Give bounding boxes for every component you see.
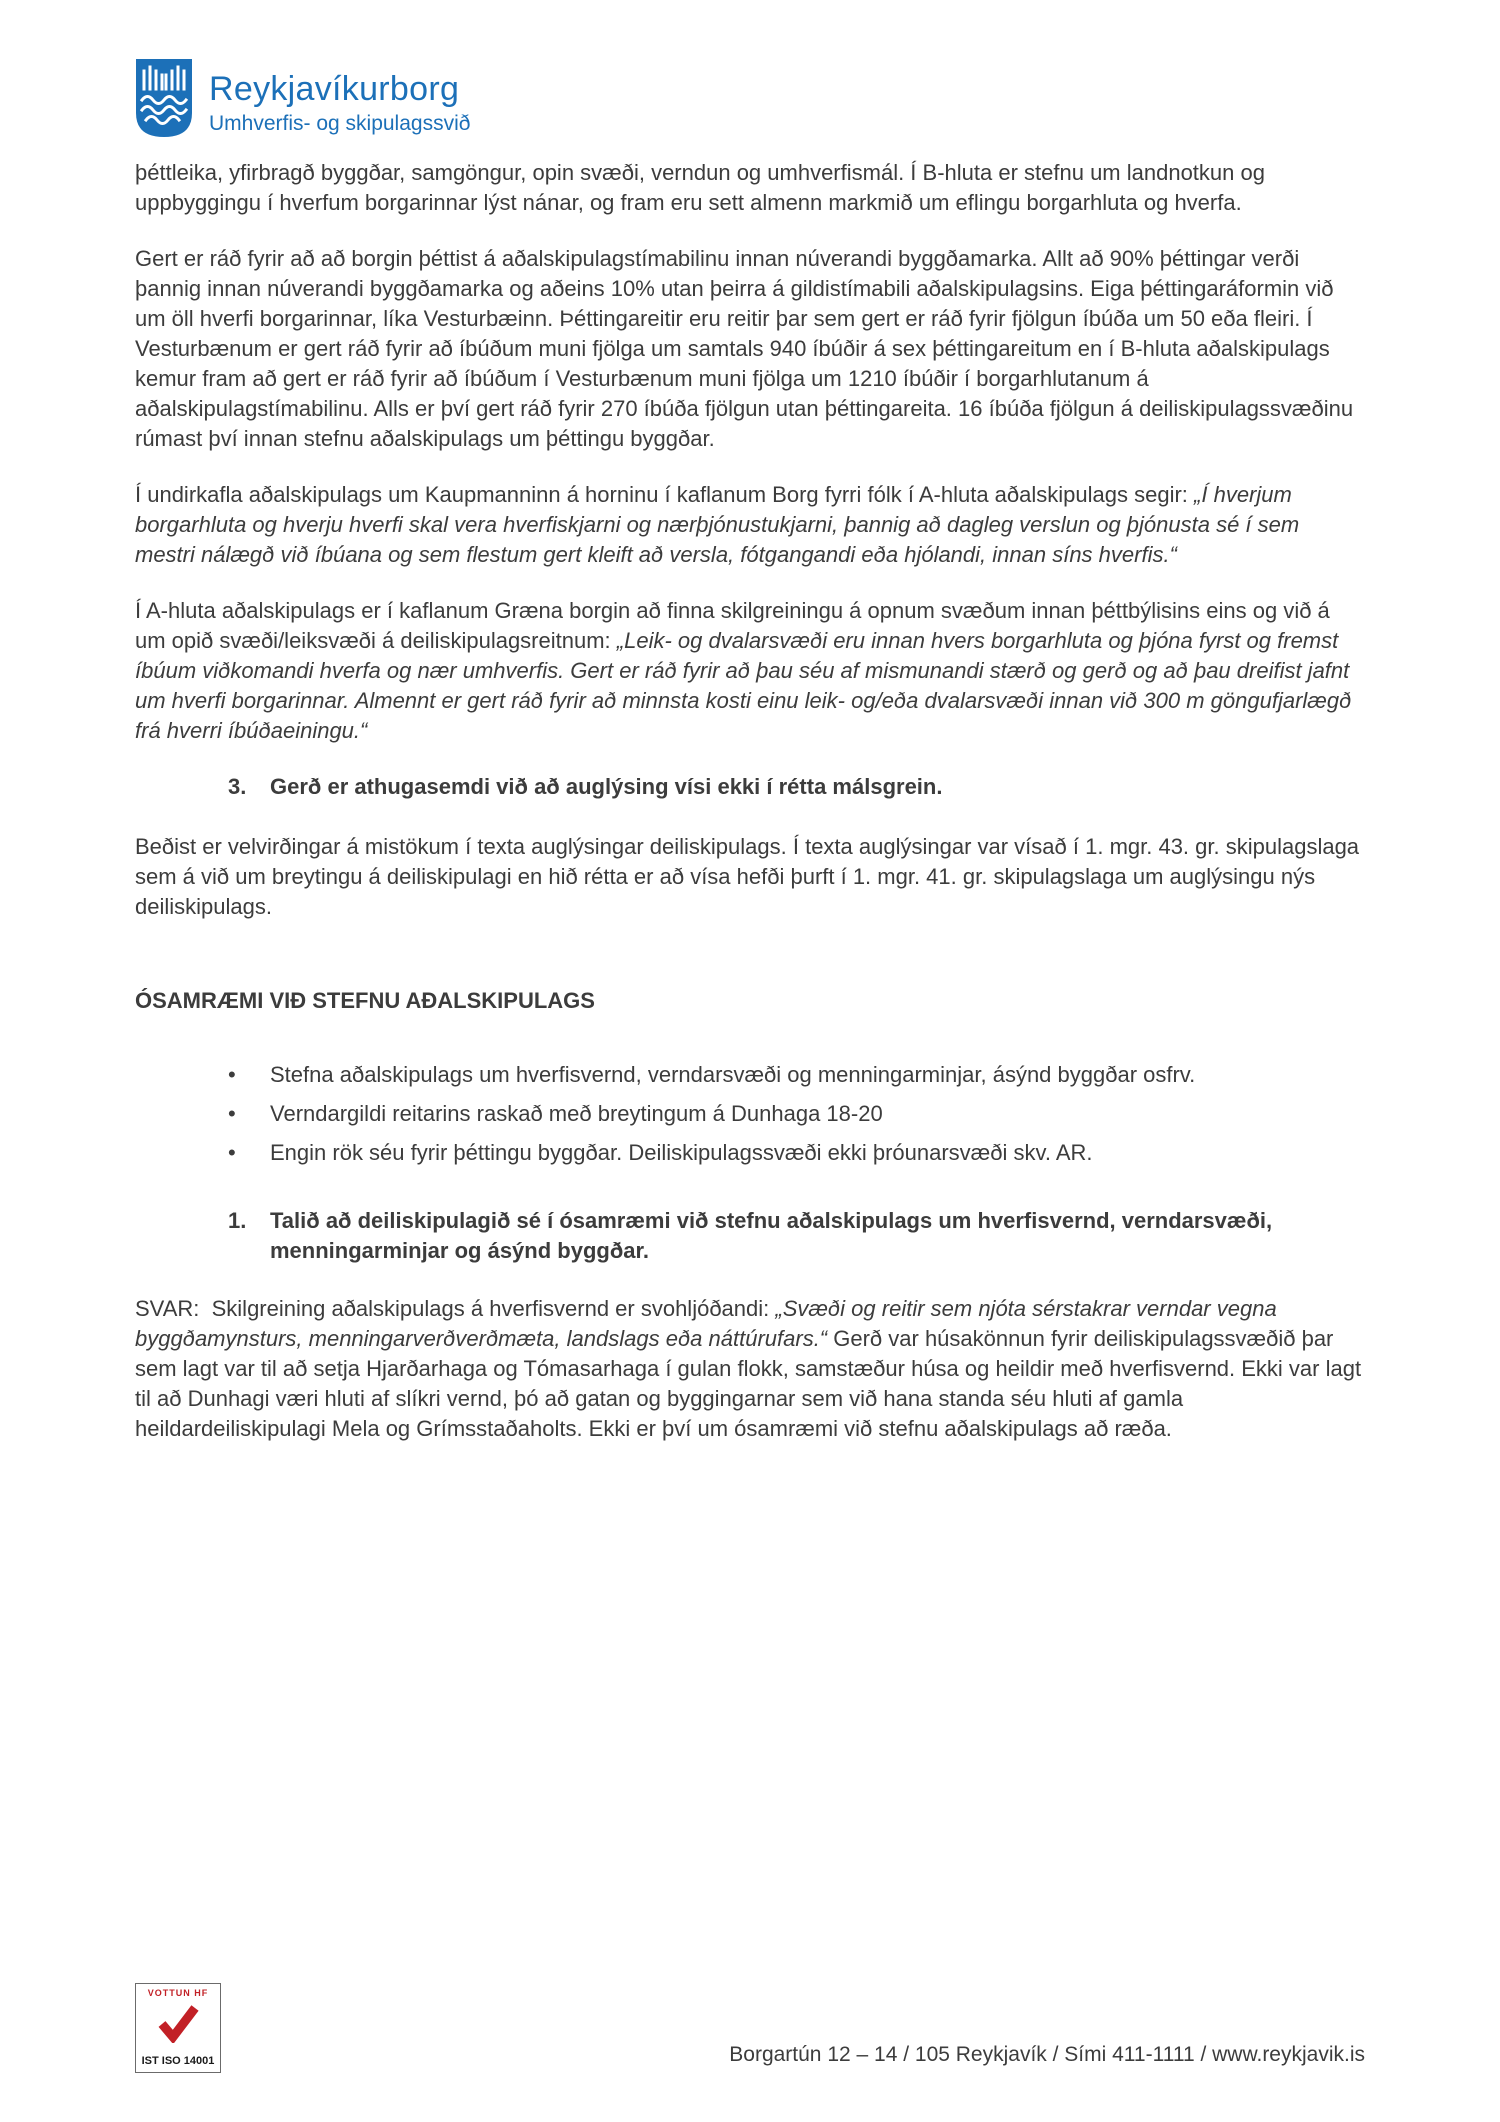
paragraph-apology: Beðist er velvirðingar á mistökum í texta auglýsingar deiliskipulags. Í texta auglýsingar var vísað í 1. mgr. 43. gr. skipulagslaga sem á við um breytingu á deiliskipulagi en hið rétta er að vísa hefði þurft í 1. mgr. 41. gr. skipulagslaga um auglýsingu nýs deiliskipulags.	[135, 834, 1360, 919]
checkmark-icon	[157, 2005, 199, 2048]
paragraph-svar	[135, 1294, 1365, 1444]
paragraph-text: Í A-hluta aðalskipulags er í kaflanum Græna borgin að finna skilgreiningu á opnum svæðum innan þéttbýlisins eins og við á um opið svæði/leiksvæði á deiliskipulagsreitnum:	[135, 598, 1330, 653]
footer-address: Borgartún 12 – 14 / 105 Reykjavík / Sími 411-1111 / www.reykjavik.is	[729, 2043, 1365, 2066]
bullet-icon: •	[228, 1101, 236, 1126]
list-item	[228, 1060, 1365, 1090]
paragraph-kaupmadurinn	[135, 480, 1365, 570]
item-number: 1.	[228, 1208, 247, 1233]
item-text: Talið að deiliskipulagið sé í ósamræmi við stefnu aðalskipulags um hverfisvernd, verndarsvæði, menningarminjar og ásýnd byggðar.	[270, 1208, 1273, 1263]
quote-text: „Leik- og dvalarsvæði eru innan hvers borgarhluta og þjóna fyrst og fremst íbúum viðkomandi hverfa og nær umhverfis. Gert er ráð fyrir að þau séu af mismunandi stærð og gerð og að þau dreifist jafnt um hverfi borgarinnar. Almennt er gert ráð fyrir að minnsta kosti einu leik- og/eða dvalarsvæði innan við 300 m göngufjarlægð frá hverri íbúðaeiningu.“	[135, 628, 1352, 743]
document-header	[135, 58, 1365, 138]
bullet-text: Verndargildi reitarins raskað með breytingum á Dunhaga 18-20	[270, 1101, 883, 1126]
paragraph-text: Gerð var húsakönnun fyrir deiliskipulagssvæðið þar sem lagt var til að setja Hjarðarhaga og Tómasarhaga í gulan flokk, samstæður húsa og heildir með hverfisvernd. Ekki var lagt til að Dunhagi væri hluti af slíkri vernd, þó að gatan og byggingarnar sem við hana standa séu hluti af gamla heildardeiliskipulagi Mela og Grímsstaðaholts. Ekki er því um ósamræmi við stefnu aðalskipulags að ræða.	[135, 1326, 1362, 1441]
paragraph-graena-borgin	[135, 596, 1365, 746]
logo-subtitle: Umhverfis- og skipulagssvið	[209, 112, 471, 136]
paragraph-densification: Gert er ráð fyrir að að borgin þéttist á aðalskipulagstímabilinu innan núverandi byggðamarka. Allt að 90% þéttingar verði þannig innan núverandi byggðamarka og aðeins 10% utan þeirra á gildistímabili aðalskipulagsins. Eiga þéttingaráformin við um öll hverfi borgarinnar, líka Vesturbæinn. Þéttingareitir eru reitir þar sem gert er ráð fyrir fjölgun íbúða um 50 eða fleiri. Í Vesturbænum er gert ráð fyrir að íbúðum muni fjölga um samtals 940 íbúðir á sex þéttingareitum en í B-hluta aðalskipulags kemur fram að gert er ráð fyrir að íbúðum í Vesturbænum muni fjölga um 1210 íbúðir í borgarhlutanum á aðalskipulagstímabilinu. Alls er því gert ráð fyrir 270 íbúða fjölgun utan þéttingareita. 16 íbúða fjölgun á deiliskipulagssvæðinu rúmast því innan stefnu aðalskipulags um þéttingu byggðar.	[135, 246, 1354, 451]
cert-iso-label: IST ISO 14001	[141, 2055, 215, 2067]
section-heading: ÓSAMRÆMI VIÐ STEFNU AÐALSKIPULAGS	[135, 988, 595, 1013]
bullet-list	[135, 1060, 1365, 1168]
logo-title: Reykjavíkurborg	[209, 70, 460, 108]
list-item	[228, 1099, 1365, 1129]
list-item	[228, 1138, 1365, 1168]
bullet-icon: •	[228, 1062, 236, 1087]
logo-text-block	[209, 70, 470, 136]
document-body	[135, 158, 1365, 1444]
quote-text: „Í hverjum borgarhluta og hverju hverfi skal vera hverfiskjarni og nærþjónustukjarni, þannig að dagleg verslun og þjónusta sé í sem mestri nálægð við íbúana og sem flestum gert kleift að versla, fótgangandi eða hjólandi, innan síns hverfis.“	[135, 482, 1300, 567]
item-number: 3.	[228, 774, 247, 799]
iso-certification-badge	[135, 1983, 221, 2073]
item-text: Gerð er athugasemdi við að auglýsing vísi ekki í rétta málsgrein.	[270, 774, 943, 799]
numbered-heading-3	[228, 772, 1365, 802]
numbered-heading-1	[228, 1206, 1365, 1266]
quote-text: „Svæði og reitir sem njóta sérstakrar verndar vegna byggðamynsturs, menningarverðverðmæta, landslags eða náttúrufars.“	[135, 1296, 1277, 1351]
bullet-text: Engin rök séu fyrir þéttingu byggðar. Deiliskipulagssvæði ekki þróunarsvæði skv. AR.	[270, 1140, 1093, 1165]
bullet-text: Stefna aðalskipulags um hverfisvernd, verndarsvæði og menningarminjar, ásýnd byggðar osfrv.	[270, 1062, 1196, 1087]
svar-label-text: SVAR: Skilgreining aðalskipulags á hverfisvernd er svohljóðandi:	[135, 1296, 776, 1321]
cert-vottun-label: VOTTUN HF	[147, 1988, 209, 1998]
paragraph-intro: þéttleika, yfirbragð byggðar, samgöngur, opin svæði, verndun og umhverfismál. Í B-hluta er stefnu um landnotkun og uppbyggingu í hverfum borgarinnar lýst nánar, og fram eru sett almenn markmið um eflingu borgarhluta og hverfa.	[135, 160, 1265, 215]
bullet-icon: •	[228, 1140, 236, 1165]
reykjavik-coat-of-arms-icon	[135, 58, 193, 138]
paragraph-text: Í undirkafla aðalskipulags um Kaupmanninn á horninu í kaflanum Borg fyrri fólk í A-hluta aðalskipulags segir:	[135, 482, 1195, 507]
